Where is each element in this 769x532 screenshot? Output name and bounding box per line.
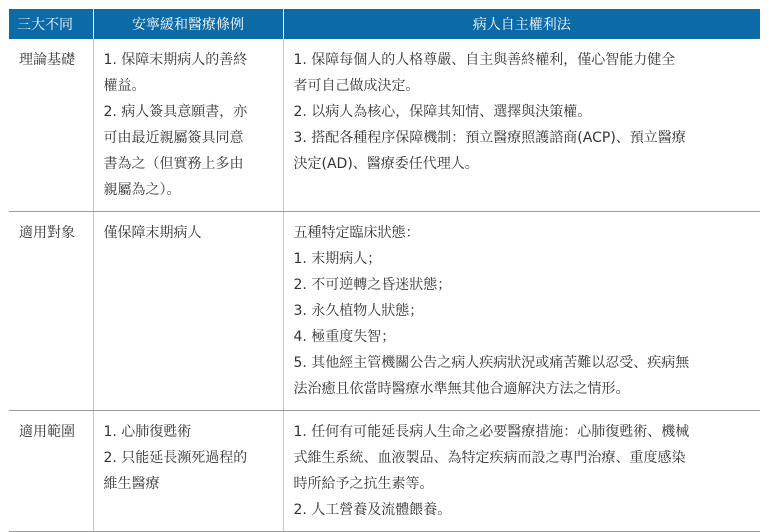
cell-line: 2. 病人簽具意願書，亦 bbox=[103, 104, 248, 120]
row-label: 適用對象 bbox=[9, 212, 93, 411]
cell-line: 1. 保障末期病人的善終 bbox=[103, 52, 248, 68]
comparison-table bbox=[9, 9, 760, 532]
cell-line: 五種特定臨床狀態： bbox=[293, 225, 420, 241]
cell-line: 3. 搭配各種程序保障機制：預立醫療照護諮商(ACP)、預立醫療 bbox=[293, 130, 686, 146]
cell-hospice-scope bbox=[93, 411, 283, 532]
cell-line: 決定(AD)、醫療委任代理人。 bbox=[293, 156, 479, 172]
cell-hospice-target bbox=[93, 212, 283, 411]
cell-line: 1. 任何有可能延長病人生命之必要醫療措施：心肺復甦術、機械 bbox=[293, 424, 690, 440]
cell-line: 權益。 bbox=[103, 78, 146, 94]
cell-line: 2. 人工營養及流體餵養。 bbox=[293, 502, 452, 518]
cell-autonomy-theory bbox=[283, 39, 760, 212]
cell-hospice-theory bbox=[93, 39, 283, 212]
table-header-row bbox=[9, 9, 760, 39]
table-row-scope bbox=[9, 411, 760, 532]
row-label: 理論基礎 bbox=[9, 39, 93, 212]
cell-autonomy-target bbox=[283, 212, 760, 411]
cell-line: 法治癒且依當時醫療水準無其他合適解決方法之情形。 bbox=[293, 381, 630, 397]
cell-line: 時所給予之抗生素等。 bbox=[293, 476, 434, 492]
header-hospice-act: 安寧緩和醫療條例 bbox=[93, 9, 283, 39]
cell-line: 5. 其他經主管機關公告之病人疾病狀況或痛苦難以忍受、疾病無 bbox=[293, 355, 690, 371]
cell-line: 維生醫療 bbox=[103, 476, 160, 492]
row-label: 適用範圍 bbox=[9, 411, 93, 532]
table-row-theory bbox=[9, 39, 760, 212]
cell-line: 2. 不可逆轉之昏迷狀態； bbox=[293, 277, 452, 293]
cell-line: 者可自己做成決定。 bbox=[293, 78, 420, 94]
cell-line: 2. 只能延長瀕死過程的 bbox=[103, 450, 248, 466]
cell-line: 1. 心肺復甦術 bbox=[103, 424, 192, 440]
cell-line: 2. 以病人為核心，保障其知情、選擇與決策權。 bbox=[293, 104, 592, 120]
cell-line: 可由最近親屬簽具同意 bbox=[103, 130, 244, 146]
table-row-target bbox=[9, 212, 760, 411]
comparison-table-container bbox=[9, 9, 760, 532]
cell-line: 書為之（但實務上多由 bbox=[103, 156, 244, 172]
header-differences: 三大不同 bbox=[9, 9, 93, 39]
cell-line: 僅保障末期病人 bbox=[103, 225, 202, 241]
cell-line: 1. 保障每個人的人格尊嚴、自主與善終權利，僅心智能力健全 bbox=[293, 52, 676, 68]
cell-line: 4. 極重度失智； bbox=[293, 329, 396, 345]
cell-line: 3. 永久植物人狀態； bbox=[293, 303, 424, 319]
cell-line: 親屬為之）。 bbox=[103, 182, 181, 198]
cell-autonomy-scope bbox=[283, 411, 760, 532]
cell-line: 式維生系統、血液製品、為特定疾病而設之專門治療、重度感染 bbox=[293, 450, 686, 466]
cell-line: 1. 末期病人； bbox=[293, 251, 382, 267]
header-patient-autonomy-act: 病人自主權利法 bbox=[283, 9, 760, 39]
